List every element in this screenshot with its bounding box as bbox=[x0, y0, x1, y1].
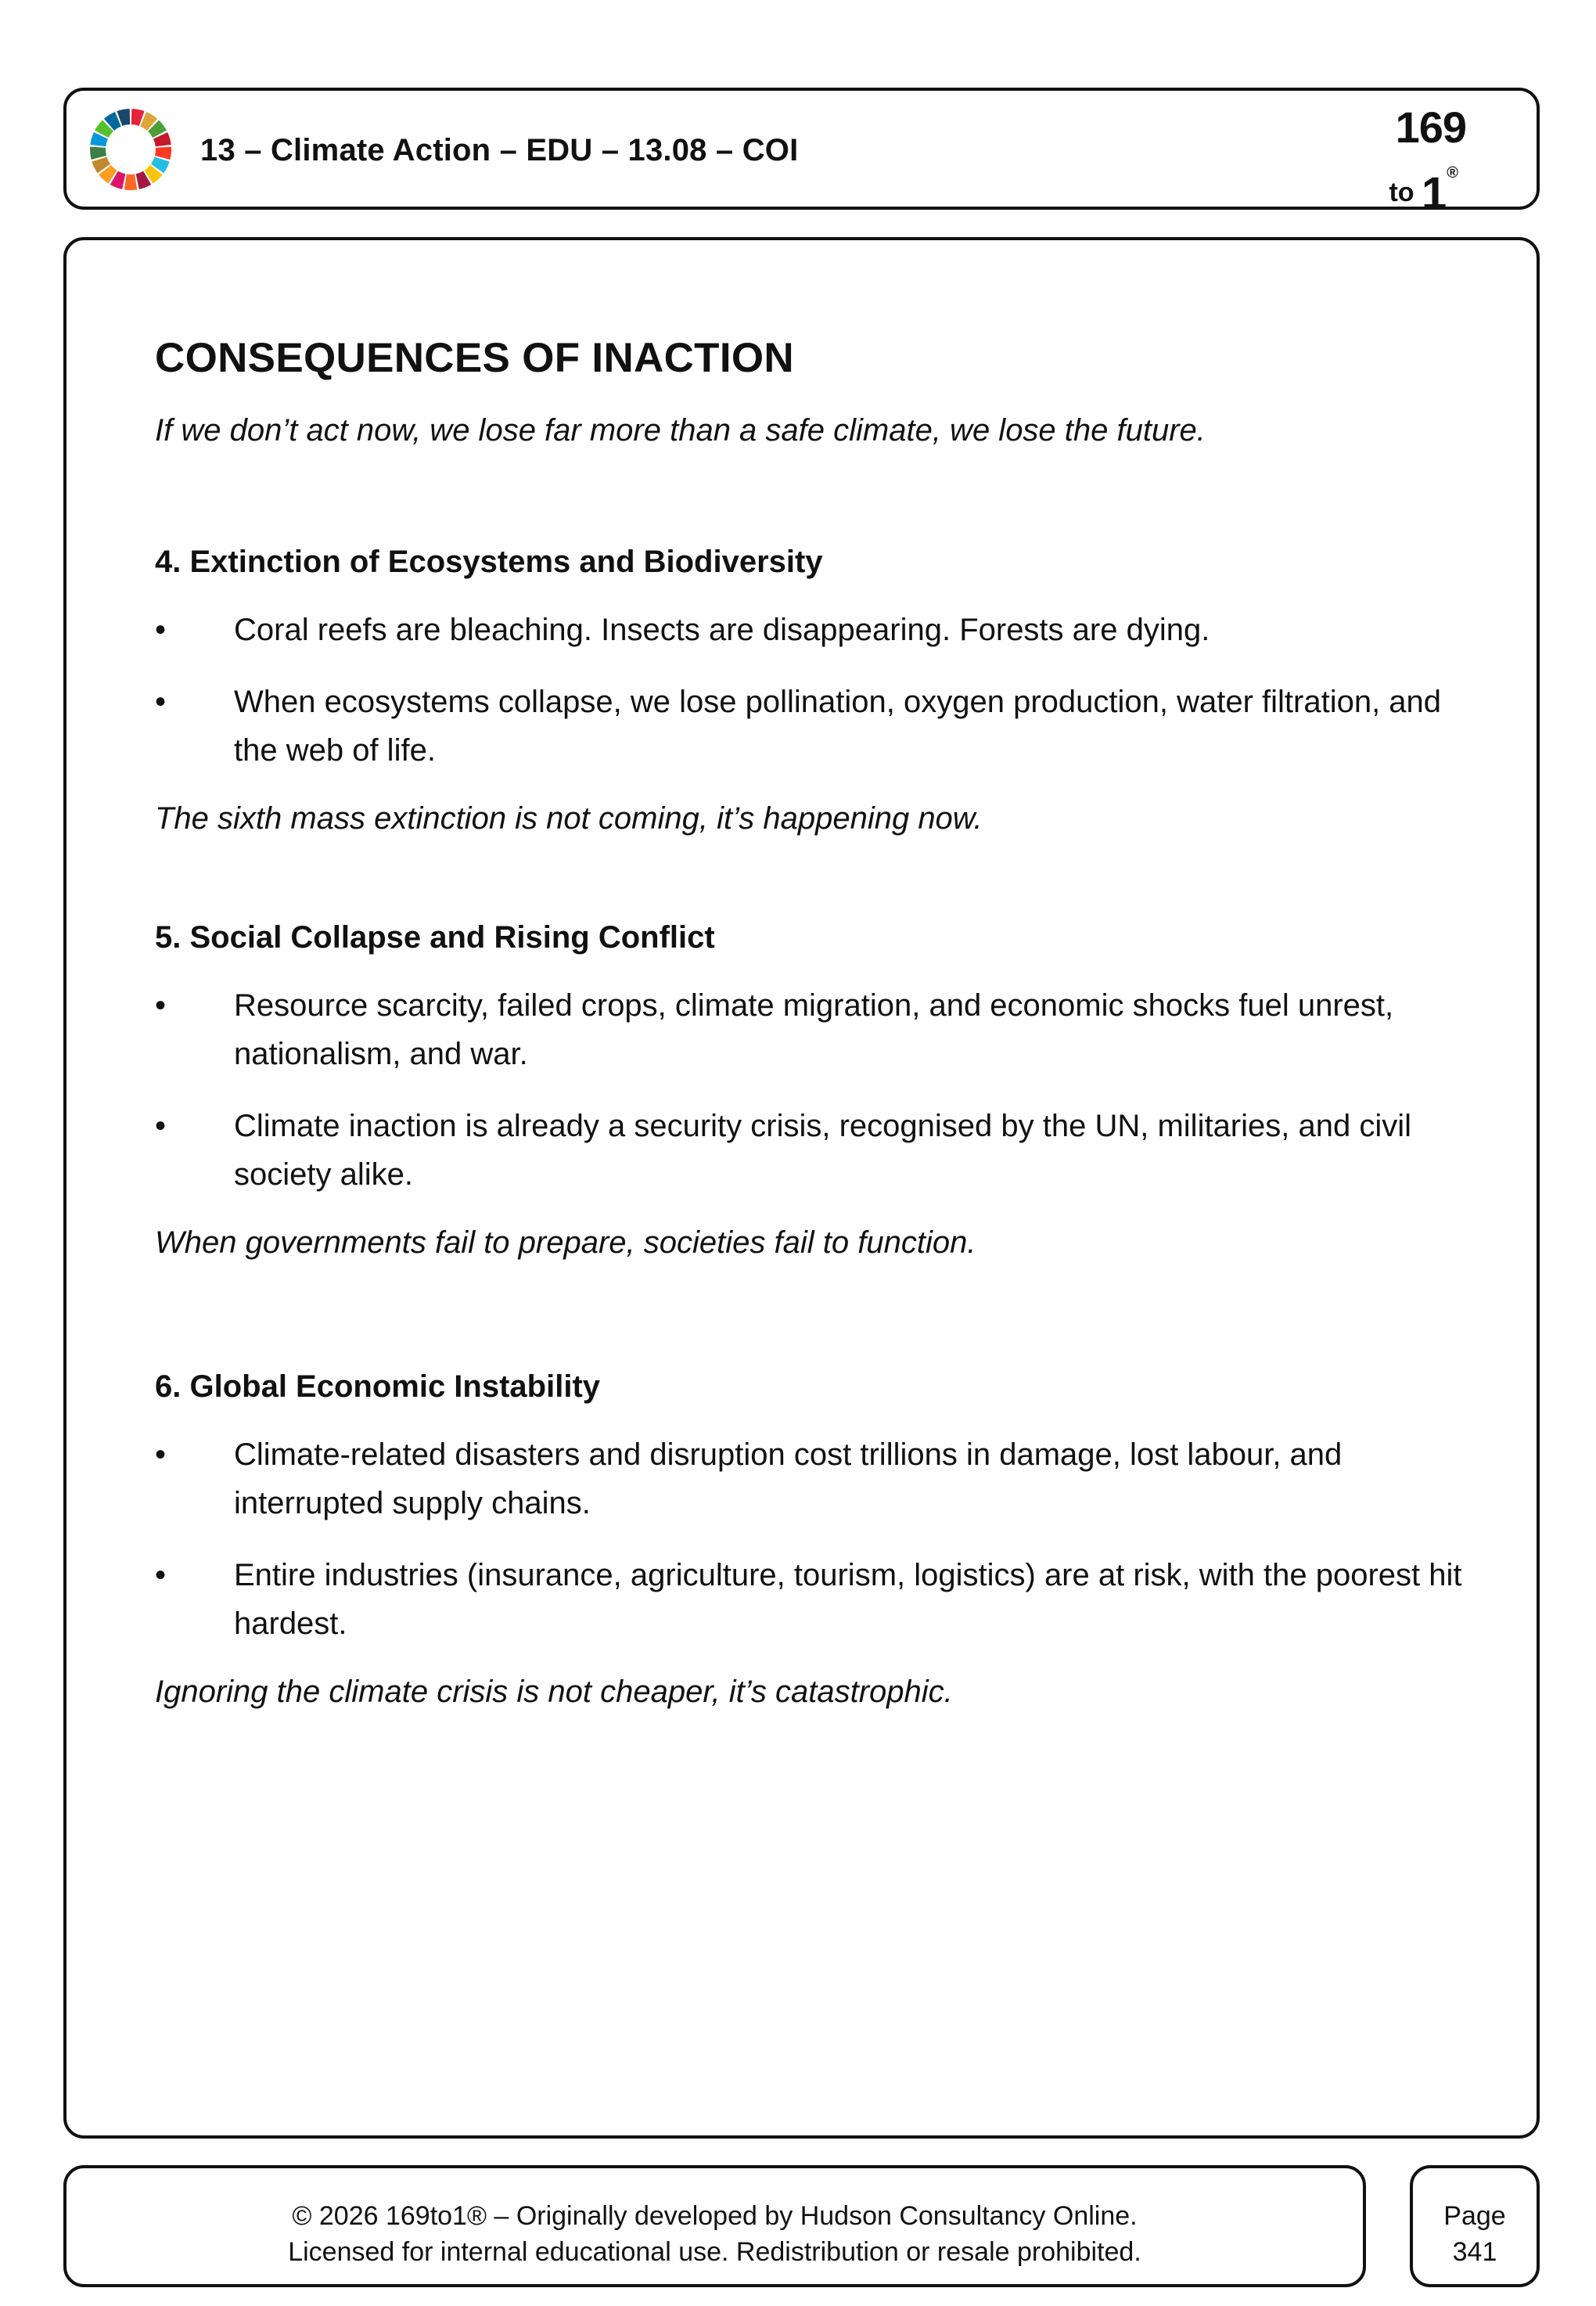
brand-registered-mark: ® bbox=[1447, 164, 1458, 182]
page-label: Page bbox=[1443, 2201, 1506, 2231]
brand-to-one bbox=[1389, 160, 1458, 219]
section-closing: Ignoring the climate crisis is not cheaper, it’s catastrophic. bbox=[155, 1675, 953, 1709]
section-closing: When governments fail to prepare, societies fail to function. bbox=[155, 1225, 976, 1260]
sdg-wheel-segment bbox=[124, 174, 138, 190]
bullet-item: • When ecosystems collapse, we lose pollination, oxygen production, water filtration, and the web of life. bbox=[155, 678, 1469, 775]
footer-line-2: Licensed for internal educational use. Redistribution or resale prohibited. bbox=[288, 2237, 1141, 2267]
sdg-wheel-segment bbox=[90, 146, 106, 159]
section-ecosystems bbox=[155, 541, 1469, 839]
brand-to-text: to bbox=[1389, 178, 1414, 207]
bullet-list bbox=[155, 1430, 1469, 1648]
content-body bbox=[155, 334, 1469, 1712]
footer-text bbox=[66, 2198, 1363, 2270]
bullet-item: • Resource scarcity, failed crops, climate migration, and economic shocks fuel unrest, nationalism, and war. bbox=[155, 981, 1469, 1078]
footer-line-1: © 2026 169to1® – Originally developed by Hudson Consultancy Online. bbox=[292, 2201, 1138, 2231]
lead-text: If we don’t act now, we lose far more than a safe climate, we lose the future. bbox=[155, 413, 1206, 448]
bullet-item: • Entire industries (insurance, agriculture, tourism, logistics) are at risk, with the poorest hit hardest. bbox=[155, 1551, 1469, 1648]
footer-copyright-box bbox=[63, 2165, 1366, 2287]
bullet-list bbox=[155, 981, 1469, 1199]
section-closing: The sixth mass extinction is not coming, it’s happening now. bbox=[155, 801, 983, 836]
section-heading: 4. Extinction of Ecosystems and Biodiversity bbox=[155, 545, 823, 579]
brand-number: 169 bbox=[1395, 103, 1466, 152]
bullet-list bbox=[155, 606, 1469, 775]
header-title: 13 – Climate Action – EDU – 13.08 – COI bbox=[200, 133, 799, 167]
page-number-box bbox=[1410, 2165, 1540, 2287]
sdg-wheel-segment bbox=[155, 146, 171, 159]
section-heading: 6. Global Economic Instability bbox=[155, 1369, 601, 1404]
page-number: 341 bbox=[1452, 2237, 1497, 2267]
section-heading: 5. Social Collapse and Rising Conflict bbox=[155, 920, 715, 955]
page-title: CONSEQUENCES OF INACTION bbox=[155, 335, 794, 381]
brand-logo bbox=[1388, 95, 1505, 219]
section-social-collapse bbox=[155, 917, 1469, 1263]
bullet-item: • Climate inaction is already a security crisis, recognised by the UN, militaries, and civil society alike. bbox=[155, 1102, 1469, 1199]
content-panel bbox=[63, 237, 1540, 2139]
sdg-color-wheel-icon bbox=[89, 108, 172, 191]
brand-one-text: 1 bbox=[1421, 168, 1447, 219]
section-economic-instability bbox=[155, 1366, 1469, 1712]
page-indicator bbox=[1413, 2198, 1537, 2270]
bullet-item: • Climate-related disasters and disruption cost trillions in damage, lost labour, and interrupted supply chains. bbox=[155, 1430, 1469, 1527]
header-bar bbox=[63, 88, 1540, 219]
bullet-item: • Coral reefs are bleaching. Insects are disappearing. Forests are dying. bbox=[155, 606, 1469, 654]
